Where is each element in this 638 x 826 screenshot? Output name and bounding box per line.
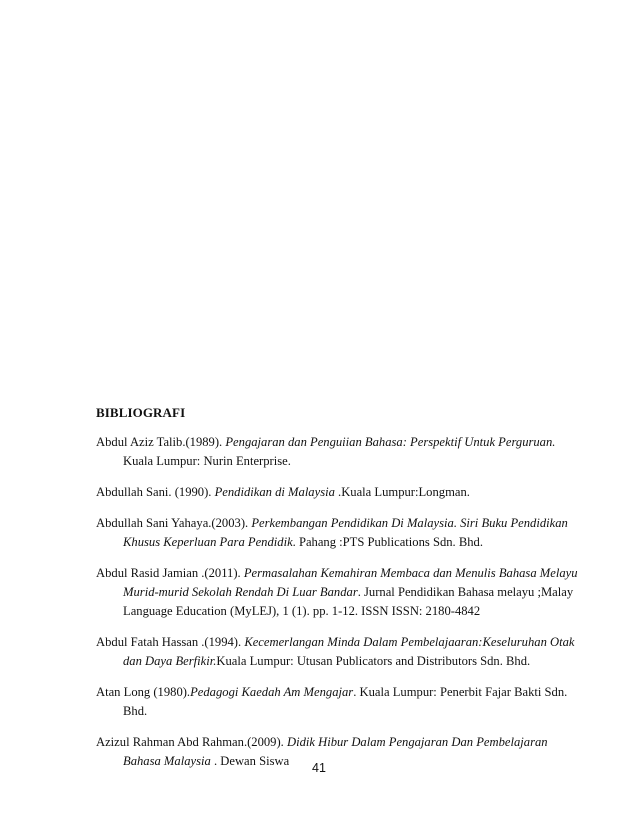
entry-title: Permasalahan Kemahiran Membaca dan Menulis Bahasa Melayu Murid-murid Sekolah Rendah Di Luar Bandar xyxy=(123,566,578,599)
bibliography-entry xyxy=(96,633,582,671)
entry-author-year: Abdul Fatah Hassan .(1994). xyxy=(96,635,245,649)
entry-title: Didik Hibur Dalam Pengajaran Dan Pembelajaran Bahasa Malaysia xyxy=(123,735,548,768)
entry-publisher: . Kuala Lumpur: Penerbit Fajar Bakti Sdn. Bhd. xyxy=(123,685,568,718)
entry-publisher: .Kuala Lumpur:Longman. xyxy=(334,485,470,499)
entry-publisher: . Jurnal Pendidikan Bahasa melayu ;Malay Language Education (MyLEJ), 1 (1). pp. 1-12. ISSN ISSN: 2180-4842 xyxy=(123,585,574,618)
entry-publisher: Kuala Lumpur: Utusan Publicators and Distributors Sdn. Bhd. xyxy=(216,654,531,668)
entry-title: Pendidikan di Malaysia xyxy=(214,485,335,499)
entry-publisher: . Dewan Siswa xyxy=(210,754,290,768)
entry-title: Pedagogi Kaedah Am Mengajar xyxy=(190,685,354,699)
bibliography-list xyxy=(96,433,582,783)
bibliography-entry xyxy=(96,433,582,471)
entry-author-year: Azizul Rahman Abd Rahman.(2009). xyxy=(96,735,287,749)
page-number: 41 xyxy=(312,761,326,775)
entry-author-year: Abdul Rasid Jamian .(2011). xyxy=(96,566,244,580)
bibliography-heading: BIBLIOGRAFI xyxy=(96,405,186,420)
entry-publisher: . Pahang :PTS Publications Sdn. Bhd. xyxy=(292,535,483,549)
bibliography-entry xyxy=(96,564,582,621)
entry-title: Perkembangan Pendidikan Di Malaysia. Siri Buku Pendidikan Khusus Keperluan Para Pendidik xyxy=(123,516,568,549)
entry-author-year: Atan Long (1980). xyxy=(96,685,191,699)
entry-publisher: Kuala Lumpur: Nurin Enterprise. xyxy=(123,454,291,468)
bibliography-entry xyxy=(96,483,582,502)
entry-title: Kecemerlangan Minda Dalam Pembelajaaran:Keseluruhan Otak dan Daya Berfikir. xyxy=(123,635,575,668)
bibliography-entry xyxy=(96,683,582,721)
entry-author-year: Abdullah Sani. (1990). xyxy=(96,485,215,499)
entry-title: Pengajaran dan Penguiian Bahasa: Perspektif Untuk Perguruan. xyxy=(225,435,556,449)
entry-author-year: Abdul Aziz Talib.(1989). xyxy=(96,435,226,449)
bibliography-entry xyxy=(96,514,582,552)
entry-author-year: Abdullah Sani Yahaya.(2003). xyxy=(96,516,252,530)
